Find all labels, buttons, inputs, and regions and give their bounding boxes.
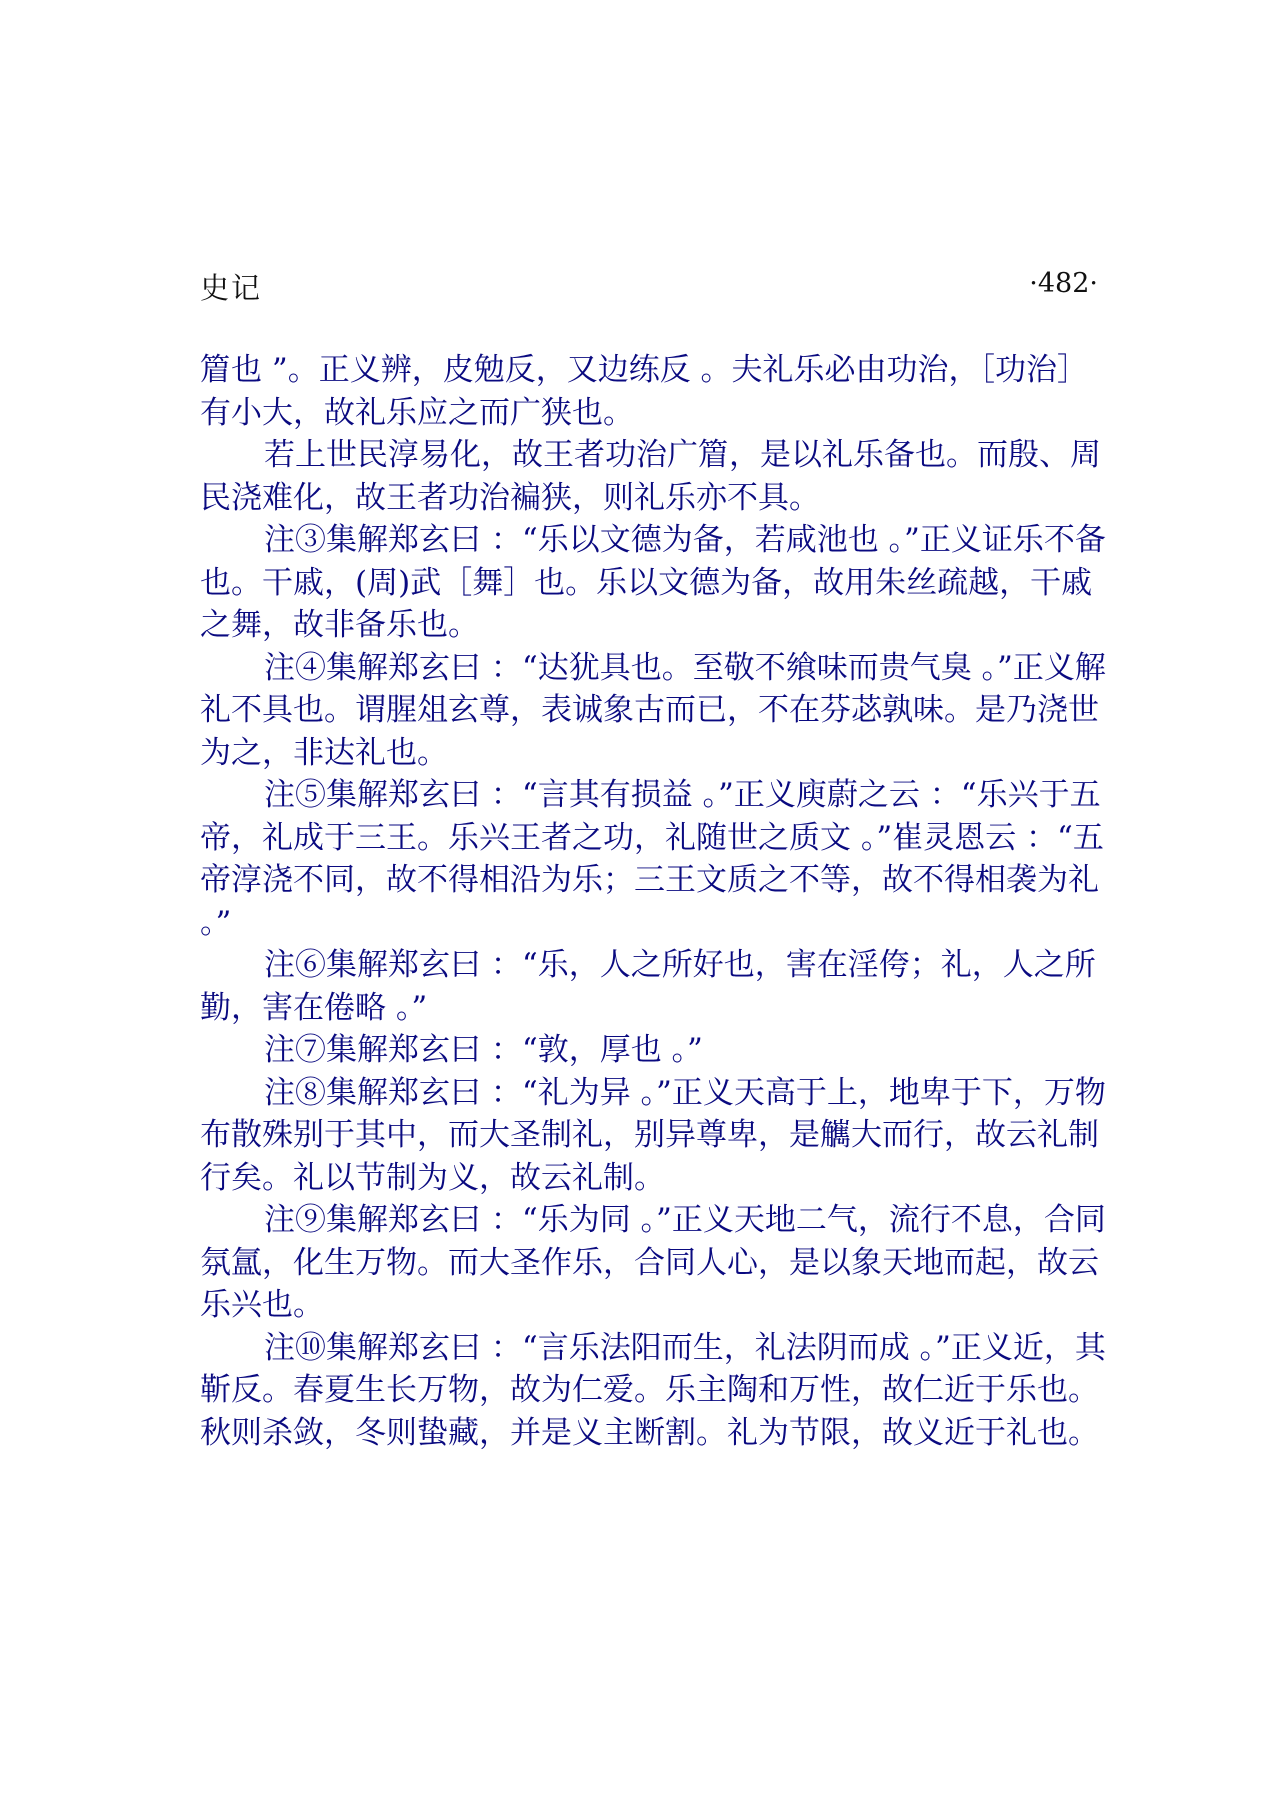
page-header [200, 266, 1098, 306]
book-title: 史记 [200, 271, 263, 305]
note-9: 注⑨集解郑玄曰 ：“乐为同 。”正义天地二气，流行不息，合同氛氲，化生万物。而大圣作乐，合同人心，是以象天地而起，故云乐兴也。 [200, 1202, 1106, 1323]
paragraph-1: 篃也 ”。正义辨，皮勉反，又边练反 。夫礼乐必由功治，［功治］有小大，故礼乐应之而广狭也。 [200, 352, 1089, 431]
note-6: 注⑥集解郑玄曰 ：“乐，人之所好也，害在淫侉；礼，人之所勤，害在倦略 。” [200, 947, 1096, 1026]
note-8: 注⑧集解郑玄曰 ：“礼为异 。”正义天高于上，地卑于下，万物布散殊别于其中，而大圣制礼，别异尊卑，是觽大而行，故云礼制行矣。礼以节制为义，故云礼制。 [200, 1074, 1106, 1196]
note-7: 注⑦集解郑玄曰 ：“敦，厚也 。” [264, 1032, 703, 1068]
paragraph-2: 若上世民淳易化，故王者功治广篃，是以礼乐备也。而殷、周民浇难化，故王者功治褊狭，则礼乐亦不具。 [200, 437, 1101, 516]
note-3: 注③集解郑玄曰 ：“乐以文德为备，若咸池也 。”正义证乐不备也。干戚，(周)武［舞］也。乐以文德为备，故用朱丝疏越，干戚之舞，故非备乐也。 [200, 522, 1106, 643]
page-body [200, 349, 1110, 1454]
note-10: 注⑩集解郑玄曰 ：“言乐法阳而生，礼法阴而成 。”正义近，其靳反。春夏生长万物，故为仁爱。乐主陶和万性，故仁近于乐也。秋则杀敛，冬则蛰藏，并是义主断割。礼为节限，故义近于礼也。 [200, 1329, 1106, 1451]
page-number: ·482· [1029, 268, 1098, 299]
note-4: 注④集解郑玄曰 ：“达犹具也。至敬不飨味而贵气臭 。”正义解礼不具也。谓腥俎玄尊，表诚象古而已，不在芬苾孰味。是乃浇世为之，非达礼也。 [200, 649, 1106, 771]
note-5: 注⑤集解郑玄曰 ：“言其有损益 。”正义庾蔚之云 ：“乐兴于五帝，礼成于三王。乐兴王者之功，礼随世之质文 。”崔灵恩云 ：“五帝淳浇不同，故不得相沿为乐；三王文质之不等，故不得相袭为礼 。” [200, 777, 1104, 941]
